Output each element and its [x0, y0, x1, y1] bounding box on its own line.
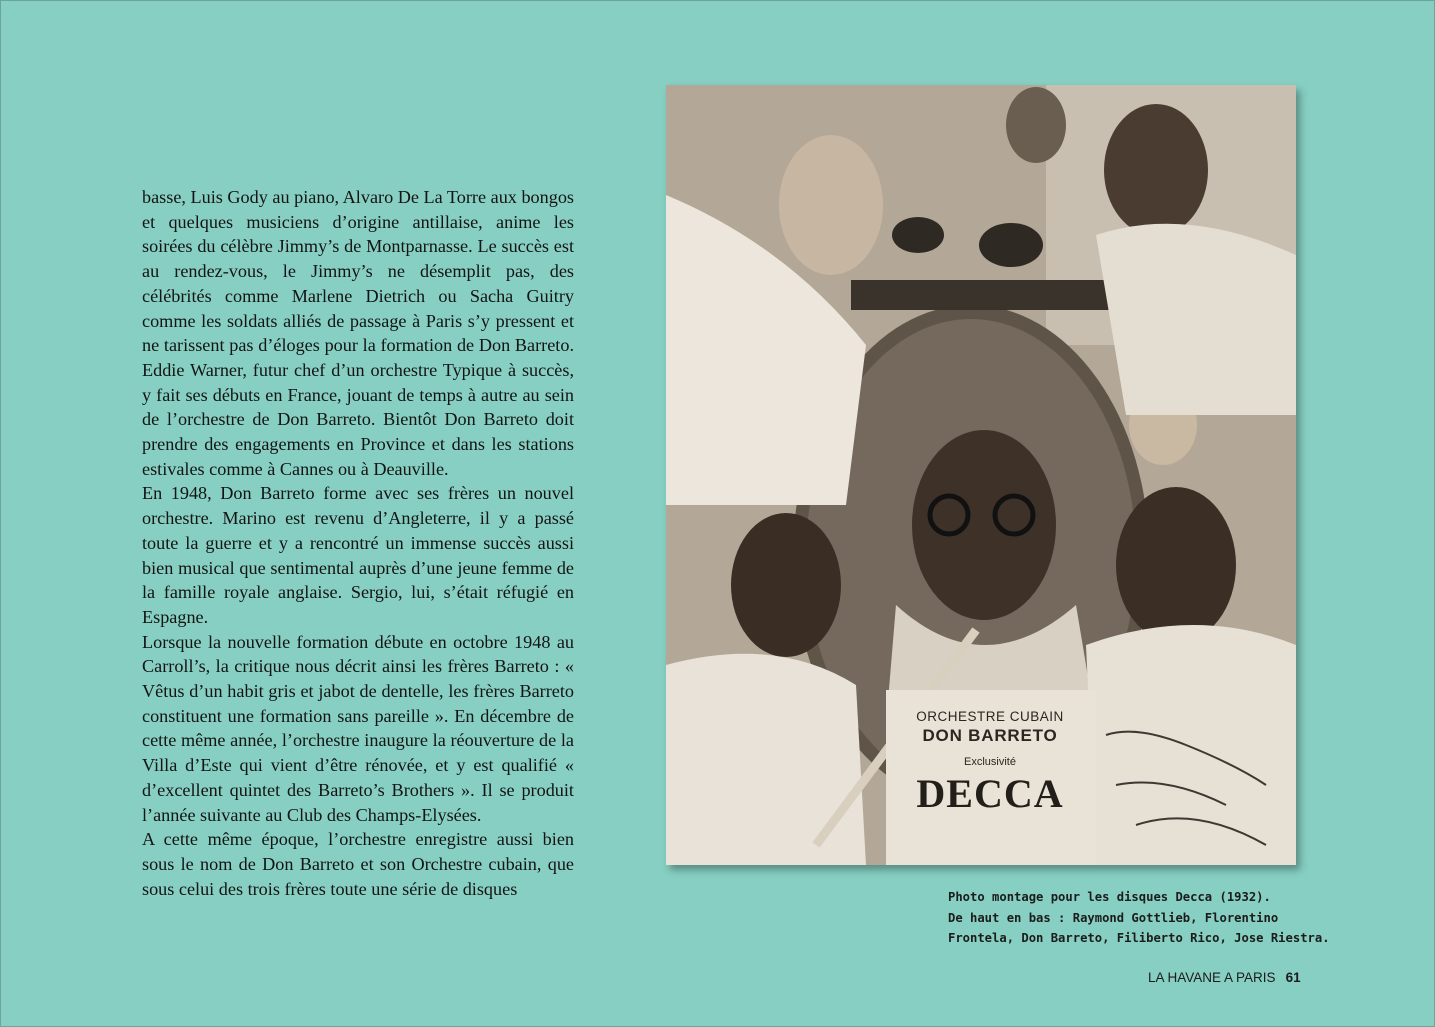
body-text-column [142, 185, 574, 901]
musician-top-right [1104, 104, 1208, 236]
musician-bottom-right [1116, 487, 1236, 643]
caption-line-3: Frontela, Don Barreto, Filiberto Rico, Jose Riestra. [948, 931, 1330, 945]
paragraph-2: En 1948, Don Barreto forme avec ses frères un nouvel orchestre. Marino est revenu d’Angleterre, il y a passé toute la guerre et y a rencontré un immense succès aussi bien musical que sentimental auprès d’une jeune femme de la famille royale anglaise. Sergio, lui, s’était réfugié en Espagne. [142, 483, 574, 627]
paragraph-4: A cette même époque, l’orchestre enregistre aussi bien sous le nom de Don Barreto et son Orchestre cubain, que sous celui des trois frères toute une série de disques [142, 829, 574, 899]
sticker-line-3: Exclusivité [964, 756, 1016, 768]
drum-sticker [892, 697, 1088, 847]
decca-logo: DECCA [916, 771, 1064, 816]
photo-caption [948, 887, 1330, 949]
musician-bottom-left [731, 513, 841, 657]
musician-top-left [779, 135, 883, 275]
caption-line-2: De haut en bas : Raymond Gottlieb, Florentino [948, 910, 1279, 925]
paragraph-1: basse, Luis Gody au piano, Alvaro De La Torre aux bongos et quelques musiciens d’origine antillaise, anime les soirées du célèbre Jimmy’s de Montparnasse. Le succès est au rendez-vous, le Jimmy’s ne désemplit pas, des célébrités comme Marlene Dietrich ou Sacha Guitry comme les soldats alliés de passage à Paris s’y pressent et ne tarissent pas d’éloges pour la formation de Don Barreto. Eddie Warner, futur chef d’un orchestre Typique à succès, y fait ses débuts en France, jouant de temps à autre au sein de l’orchestre de Don Barreto. Bientôt Don Barreto doit prendre des engagements en Province et dans les stations estivales comme à Cannes ou à Deauville. [142, 187, 574, 479]
page-footer [1148, 970, 1301, 985]
sticker-line-2: DON BARRETO [922, 726, 1058, 745]
paragraph-3: Lorsque la nouvelle formation débute en octobre 1948 au Carroll’s, la critique nous décrit ainsi les frères Barreto : « Vêtus d’un habit gris et jabot de dentelle, les frères Barreto constituent une formation sans pareille ». En décembre de cette même année, l’orchestre inaugure la réouverture de la Villa d’Este qui vient d’être rénovée, et y est qualifié « d’excellent quintet des Barreto’s Brothers ». Il se produit l’année suivante au Club des Champs-Elysées. [142, 631, 574, 825]
band-photo [666, 85, 1296, 865]
running-title: LA HAVANE A PARIS [1148, 970, 1276, 985]
maraca-left [1006, 87, 1066, 163]
page-number: 61 [1285, 970, 1301, 985]
sticker-line-1: ORCHESTRE CUBAIN [916, 709, 1064, 724]
caption-line-1: Photo montage pour les disques Decca (1932). [948, 890, 1271, 904]
